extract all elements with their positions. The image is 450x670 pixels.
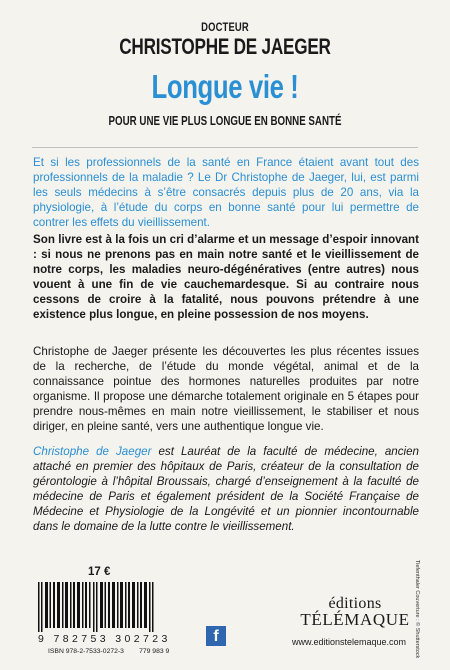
book-title: Longue vie !	[151, 68, 299, 105]
ean-code: 779 983 9	[139, 648, 170, 655]
cover-credit: Tiefenthaler Couverture : © Shutterstock	[414, 560, 420, 659]
facebook-icon[interactable]: f	[206, 626, 226, 646]
bio-text: est Lauréat de la faculté de médecine, ancien attaché en premier des hôpitaux de Paris, créateur de la consultation de gérontologie à l’hôpital Broussais, chargé d’enseignement à la faculté de médecine de Paris et également président de la Société Française de Médecine et Physiologie de la Longévité et un pionnier incontournable dans le domaine de la lutte contre le vieillissement.	[33, 445, 420, 534]
publisher-line2: TÉLÉMAQUE	[300, 610, 410, 629]
book-subtitle: POUR UNE VIE PLUS LONGUE EN BONNE SANTÉ	[108, 114, 342, 128]
author-bio	[33, 444, 419, 535]
divider	[32, 147, 418, 148]
barcode-image	[38, 582, 156, 632]
author-kicker: DOCTEUR	[201, 22, 249, 34]
barcode-number: 9 782753 302723	[38, 633, 171, 645]
author-name: CHRISTOPHE DE JAEGER	[119, 34, 331, 59]
price-label: 17 €	[88, 566, 111, 578]
bio-author-name: Christophe de Jaeger	[33, 445, 152, 458]
blurb-paragraph-1: Son livre est à la fois un cri d’alarme et un message d’espoir innovant : si nous ne prenons pas en main notre santé et le vieillissement de notre corps, les maladies neuro-dégénératives (entre autres) nous vouent à une fin de vie cauchemardesque. Si au contraire nous cessons de croire à la fatalité, nous pouvons prétendre à une existence plus longue, en pleine possession de nos moyens.	[33, 233, 419, 322]
cover-header	[0, 4, 450, 128]
intro-paragraph: Et si les professionnels de la santé en France étaient avant tout des professionnels de la maladie ? Le Dr Christophe de Jaeger, lui, est parmi les seuls médecins à s’être consacrés depuis plus de 20 ans, via la physiologie, à l’étude du corps en bonne santé pour lui permettre de contrer les effets du vieillissement.	[33, 156, 419, 230]
isbn-line	[48, 648, 169, 655]
publisher-line1: éditions	[328, 595, 382, 612]
publisher-url[interactable]: www.editionstelemaque.com	[292, 637, 407, 647]
blurb-paragraph-2: Christophe de Jaeger présente les découvertes les plus récentes issues de la recherche, de l’étude du monde végétal, animal et de la connaissance pointue des hormones naturelles produites par notre organisme. Il propose une démarche totalement originale en 5 étapes pour prendre nous-mêmes en main notre vieillissement, le stabiliser et nous diriger, en pleine santé, vers une authentique longue vie.	[33, 345, 419, 434]
isbn-code: ISBN 978-2-7533-0272-3	[48, 648, 124, 655]
publisher-logo	[295, 595, 415, 630]
